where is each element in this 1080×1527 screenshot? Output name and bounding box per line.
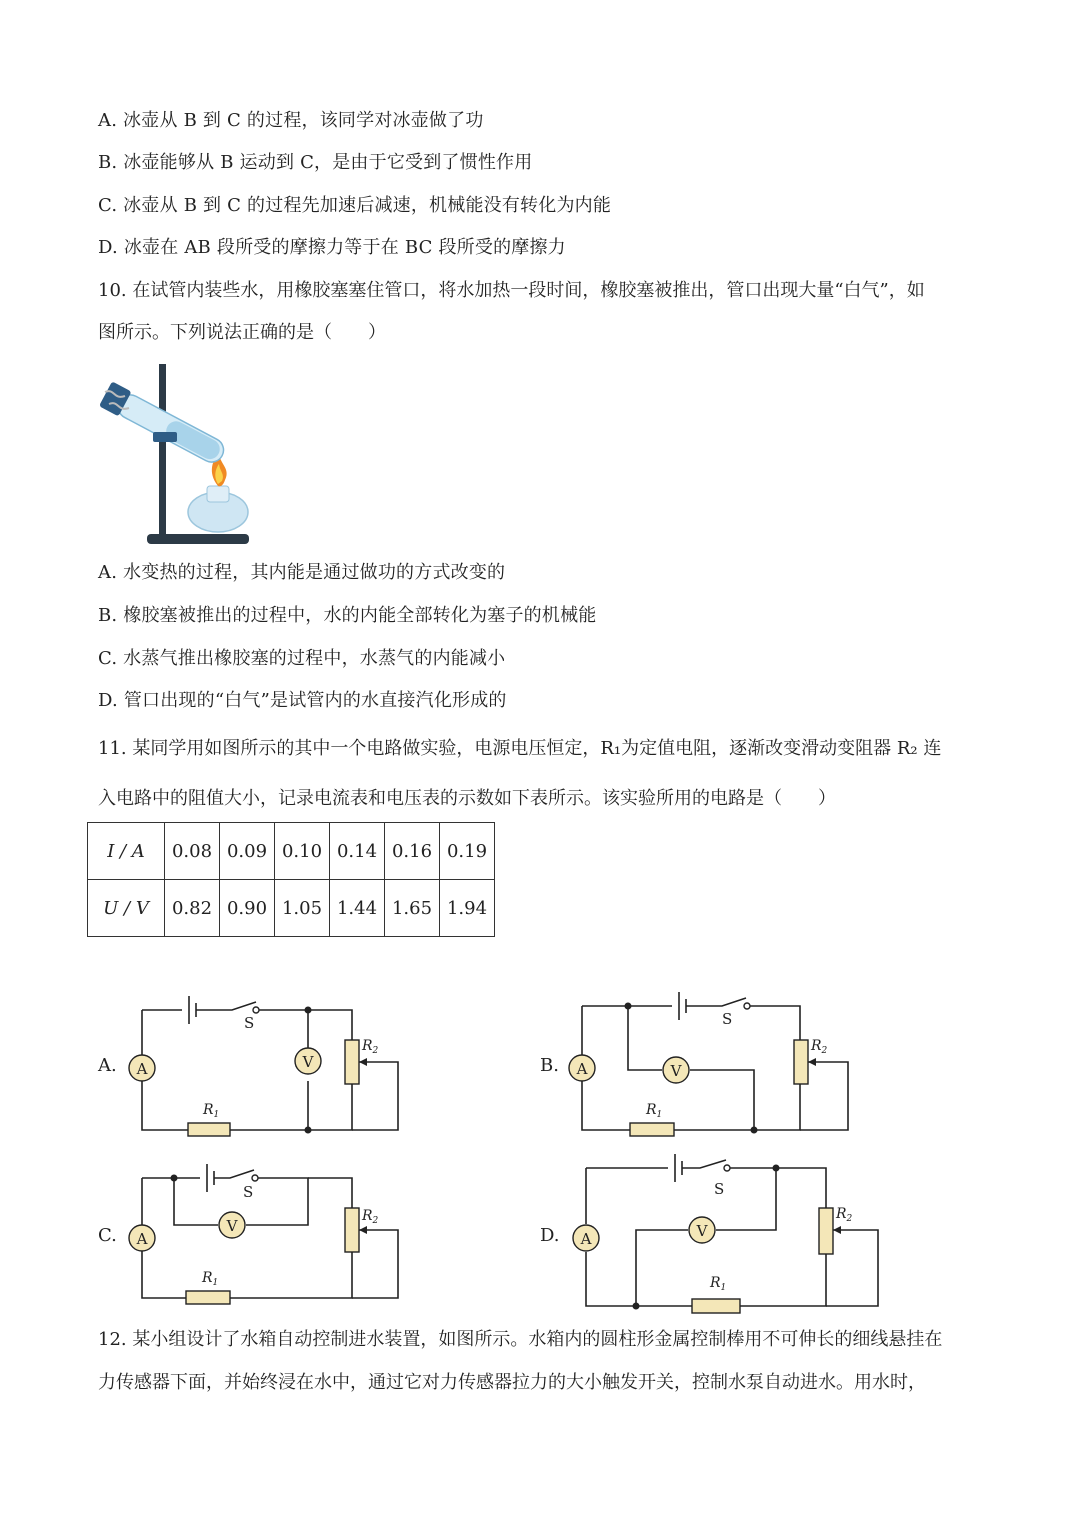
r2-label: $R_2$ (362, 1208, 379, 1226)
voltmeter-label: V (670, 1062, 682, 1080)
ammeter-label: A (136, 1230, 148, 1248)
table-row-voltage (88, 880, 495, 937)
table-cell: 0.10 (275, 823, 330, 880)
switch-label: S (722, 1010, 733, 1028)
circuit-b-label: B. (540, 1055, 559, 1076)
switch-label: S (244, 1014, 255, 1032)
table-cell: 0.90 (220, 880, 275, 937)
voltmeter-label: V (302, 1053, 314, 1071)
q11-stem-line2: 入电路中的阻值大小，记录电流表和电压表的示数如下表所示。该实验所用的电路是（ ） (98, 788, 836, 809)
ammeter-label: A (576, 1060, 588, 1078)
q11-stem-line1: 11. 某同学用如图所示的其中一个电路做实验，电源电压恒定，R₁为定值电阻，逐渐改变滑动变阻器 R₂ 连 (98, 738, 942, 759)
circuit-d-label: D. (540, 1225, 560, 1246)
voltmeter-label: V (696, 1222, 708, 1240)
q12-stem-line1: 12. 某小组设计了水箱自动控制进水装置，如图所示。水箱内的圆柱形金属控制棒用不可伸长的细线悬挂在 (98, 1329, 943, 1350)
circuit-diagrams (0, 980, 1080, 1320)
switch-label: S (714, 1180, 725, 1198)
voltmeter-label: V (226, 1217, 238, 1235)
test-tube-heating-figure (95, 360, 255, 550)
ammeter-label: A (580, 1230, 592, 1248)
table-cell: 1.65 (385, 880, 440, 937)
q12-stem-line2: 力传感器下面，并始终浸在水中，通过它对力传感器拉力的大小触发开关，控制水泵自动进水。用水时， (98, 1372, 926, 1393)
q9-option-c: C. 冰壶从 B 到 C 的过程先加速后减速，机械能没有转化为内能 (98, 195, 612, 216)
q10-option-b: B. 橡胶塞被推出的过程中，水的内能全部转化为塞子的机械能 (98, 605, 597, 626)
current-voltage-table (87, 822, 495, 937)
r1-label: $R_1$ (202, 1270, 219, 1288)
q10-option-c: C. 水蒸气推出橡胶塞的过程中，水蒸气的内能减小 (98, 648, 506, 669)
q10-stem-line2: 图所示。下列说法正确的是（ ） (98, 322, 386, 343)
table-cell: 0.14 (330, 823, 385, 880)
r1-label: $R_1$ (203, 1102, 220, 1120)
r1-label: $R_1$ (710, 1275, 727, 1293)
q10-stem-line1: 10. 在试管内装些水，用橡胶塞塞住管口，将水加热一段时间，橡胶塞被推出，管口出现大量“白气”，如 (98, 280, 925, 301)
r2-label: $R_2$ (362, 1038, 379, 1056)
circuit-a-label: A. (98, 1055, 117, 1076)
q9-option-d: D. 冰壶在 AB 段所受的摩擦力等于在 BC 段所受的摩擦力 (98, 237, 566, 258)
r2-label: $R_2$ (836, 1206, 853, 1224)
table-cell: 0.16 (385, 823, 440, 880)
q10-option-d: D. 管口出现的“白气”是试管内的水直接汽化形成的 (98, 690, 507, 711)
table-cell: 0.08 (165, 823, 220, 880)
table-cell: 0.09 (220, 823, 275, 880)
q9-option-a: A. 冰壶从 B 到 C 的过程，该同学对冰壶做了功 (98, 110, 484, 131)
q9-option-b: B. 冰壶能够从 B 运动到 C，是由于它受到了惯性作用 (98, 152, 533, 173)
r1-label: $R_1$ (646, 1102, 663, 1120)
table-cell: 0.19 (440, 823, 495, 880)
r2-label: $R_2$ (811, 1038, 828, 1056)
ammeter-label: A (136, 1060, 148, 1078)
table-cell: 1.05 (275, 880, 330, 937)
voltage-header: U / V (88, 880, 165, 937)
circuit-c-label: C. (98, 1225, 117, 1246)
table-cell: 0.82 (165, 880, 220, 937)
table-row-current (88, 823, 495, 880)
current-header: I / A (88, 823, 165, 880)
switch-label: S (243, 1183, 254, 1201)
q10-option-a: A. 水变热的过程，其内能是通过做功的方式改变的 (98, 562, 506, 583)
table-cell: 1.44 (330, 880, 385, 937)
table-cell: 1.94 (440, 880, 495, 937)
